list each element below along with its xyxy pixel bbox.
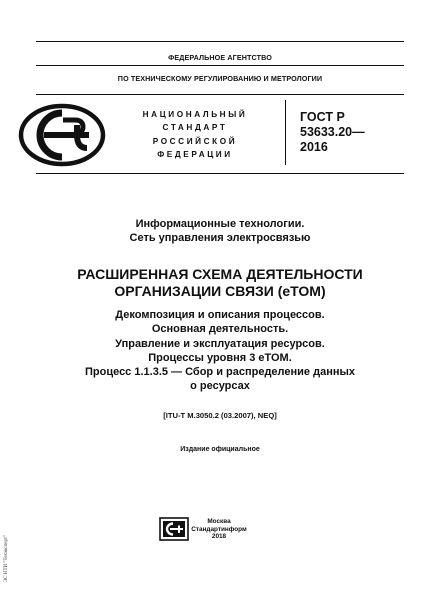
subtitle-line-2: Сеть управления электросвязью bbox=[129, 231, 311, 244]
publisher-city: Москва bbox=[207, 518, 231, 525]
document-description bbox=[10, 308, 424, 394]
document-title bbox=[10, 266, 424, 300]
edition-note: Издание официальное bbox=[180, 446, 260, 453]
standartinform-logo-icon bbox=[159, 517, 189, 541]
publisher-year: 2018 bbox=[211, 533, 227, 541]
subtitle-line-1: Информационные технологии. bbox=[135, 218, 305, 230]
agency-line-1: ФЕДЕРАЛЬНОЕ АГЕНТСТВО bbox=[168, 53, 272, 62]
title-line-2: ОРГАНИЗАЦИИ СВЯЗИ (еТОМ) bbox=[114, 283, 326, 299]
header-lower-rule bbox=[36, 173, 404, 174]
description-line-4: Процессы уровня 3 еТОМ. bbox=[148, 351, 292, 364]
title-line-1: РАСШИРЕННАЯ СХЕМА ДЕЯТЕЛЬНОСТИ bbox=[77, 266, 363, 282]
gost-r-emblem-icon bbox=[17, 100, 107, 170]
subtitle bbox=[20, 218, 420, 245]
designation-line-2: 53633.20— bbox=[300, 125, 365, 139]
publisher-name: Стандартинформ bbox=[191, 525, 247, 533]
description-line-6: о ресурсах bbox=[190, 380, 250, 393]
standard-line-4: ФЕДЕРАЦИИ bbox=[157, 149, 233, 159]
national-standard-block bbox=[125, 108, 265, 161]
agency-divider bbox=[36, 65, 404, 66]
agency-line-2: ПО ТЕХНИЧЕСКОМУ РЕГУЛИРОВАНИЮ И МЕТРОЛОГИИ bbox=[117, 74, 323, 83]
description-line-1: Декомпозиция и описания процессов. bbox=[115, 309, 325, 321]
publisher-block bbox=[188, 518, 250, 541]
side-stamp: ЭС НТИ "Техэксперт" bbox=[4, 534, 9, 582]
description-line-2: Основная деятельность. bbox=[151, 323, 289, 336]
standard-line-3: РОССИЙСКОЙ bbox=[152, 136, 238, 146]
standard-line-2: СТАНДАРТ bbox=[162, 123, 228, 133]
standard-designation bbox=[300, 110, 365, 155]
description-line-3: Управление и эксплуатация ресурсов. bbox=[115, 337, 325, 350]
header-bottom-rule bbox=[36, 94, 404, 95]
top-rule bbox=[36, 41, 404, 42]
standard-line-1: НАЦИОНАЛЬНЫЙ bbox=[142, 110, 248, 119]
description-line-5: Процесс 1.1.3.5 — Сбор и распределение данных bbox=[84, 366, 355, 379]
designation-line-1: ГОСТ Р bbox=[300, 110, 345, 124]
header-vertical-divider bbox=[285, 100, 286, 165]
designation-line-3: 2016 bbox=[300, 140, 328, 154]
itu-reference: [ITU-T M.3050.2 (03.2007), NEQ] bbox=[163, 411, 277, 420]
